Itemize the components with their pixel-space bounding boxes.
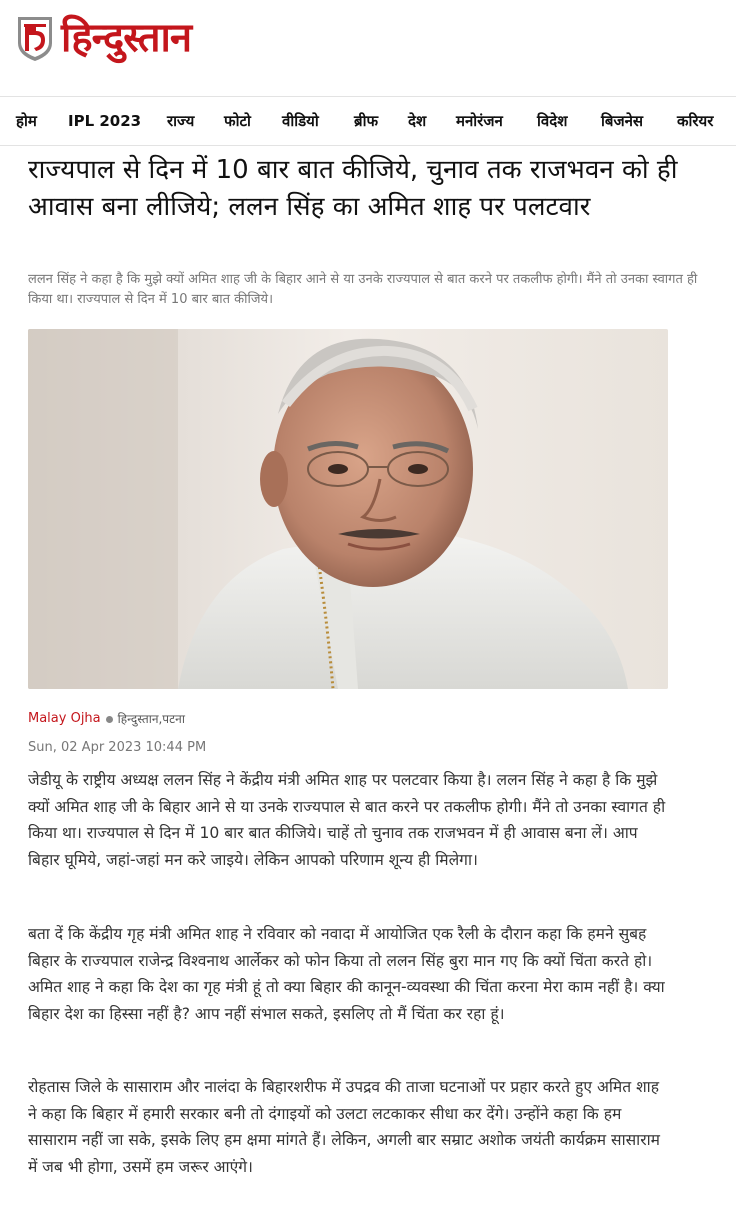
nav-item-brief[interactable]: ब्रीफ [354, 112, 379, 130]
site-header [0, 0, 736, 96]
hindustan-shield-logo-icon [15, 13, 55, 63]
article-headline: राज्यपाल से दिन में 10 बार बात कीजिये, चुनाव तक राजभवन को ही आवास बना लीजिये; ललन सिंह का अमित शाह पर पलटवार [28, 155, 678, 222]
nav-item-photo[interactable]: फोटो [224, 112, 251, 130]
nav-item-world[interactable]: विदेश [537, 112, 568, 130]
nav-item-business[interactable]: बिजनेस [601, 112, 644, 130]
nav-item-career[interactable]: करियर [677, 112, 714, 130]
article-source: हिन्दुस्तान,पटना [117, 712, 185, 726]
article-paragraph: रोहतास जिले के सासाराम और नालंदा के बिहारशरीफ में उपद्रव की ताजा घटनाओं पर प्रहार करते हुए अमित शाह ने कहा कि बिहार में हमारी सरकार बनी तो दंगाइयों को उलटा लटकाकर सीधा कर देंगे। उन्होंने कहा कि हम सासाराम नहीं जा सके, इसके लिए हम क्षमा मांगते हैं। लेकिन, अगली बार सम्राट अशोक जयंती कार्यक्रम सासाराम में जब भी होगा, उसमें हम जरूर आएंगे। [28, 1078, 660, 1177]
site-logo-text: हिन्दुस्तान [61, 15, 192, 61]
author-link[interactable]: Malay Ojha [28, 711, 101, 726]
article-date: Sun, 02 Apr 2023 10:44 PM [28, 740, 207, 755]
nav-item-video[interactable]: वीडियो [282, 112, 319, 130]
article-paragraph: बता दें कि केंद्रीय गृह मंत्री अमित शाह ने रविवार को नवादा में आयोजित एक रैली के दौरान कहा कि हमने सुबह बिहार के राज्यपाल राजेन्द्र विश्वनाथ आर्लेकर को फोन किया तो ललन सिंह बुरा मान गए कि क्यों चिंता करते हो। अमित शाह ने कहा कि देश का गृह मंत्री हूं तो क्या बिहार की कानून-व्यवस्था की चिंता करना मेरा काम नहीं है। क्या बिहार देश का हिस्सा नहीं है? आप नहीं संभाल सकते, इसलिए तो मैं चिंता कर रहा हूं। [28, 925, 665, 1024]
nav-item-ipl[interactable]: IPL 2023 [68, 112, 142, 130]
main-nav [0, 96, 736, 146]
bullet-dot-icon [106, 716, 113, 723]
article-photo-icon [28, 329, 668, 689]
article-photo [28, 329, 668, 689]
article-paragraph: जेडीयू के राष्ट्रीय अध्यक्ष ललन सिंह ने केंद्रीय मंत्री अमित शाह पर पलटवार किया है। ललन सिंह ने कहा है कि मुझे क्यों अमित शाह जी के बिहार आने से या उनके राज्यपाल से बात करने पर तकलीफ होगी। मैंने तो उनका स्वागत ही किया था। राज्यपाल से दिन में 10 बार बात कीजिये। चाहें तो चुनाव तक राजभवन में ही आवास बना लें। आप बिहार घूमिये, जहां-जहां मन करे जाइये। लेकिन आपको परिणाम शून्य ही मिलेगा। [28, 771, 666, 870]
nav-item-states[interactable]: राज्य [167, 112, 195, 130]
nav-item-entertainment[interactable]: मनोरंजन [456, 112, 503, 130]
nav-item-country[interactable]: देश [408, 112, 427, 130]
nav-item-home[interactable]: होम [16, 112, 37, 130]
article-summary: ललन सिंह ने कहा है कि मुझे क्यों अमित शाह जी के बिहार आने से या उनके राज्यपाल से बात करने पर तकलीफ होगी। मैंने तो उनका स्वागत ही किया था। राज्यपाल से दिन में 10 बार बात कीजिये। [28, 272, 698, 307]
site-logo[interactable] [15, 13, 191, 63]
article-byline [28, 711, 185, 727]
